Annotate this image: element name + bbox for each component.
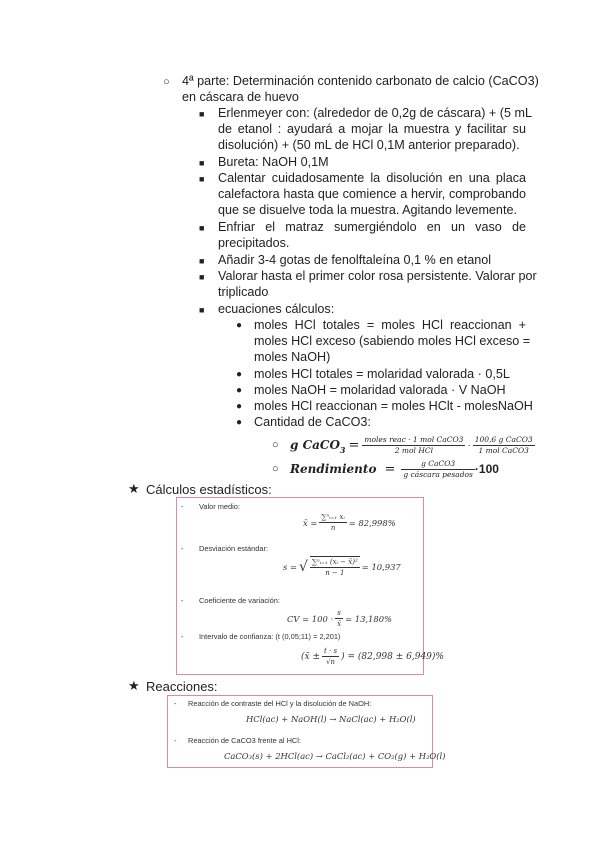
dot-bullet-icon: ● <box>236 320 243 331</box>
fraction-denominator: g cáscara pesados <box>403 469 473 479</box>
list-item-text: precipitados. <box>218 236 290 250</box>
square-bullet-icon: ■ <box>199 272 205 282</box>
box-bullet: - <box>181 544 184 553</box>
reaction1-label: Reacción de contraste del HCl y la disolución de NaOH: <box>188 699 372 708</box>
box-bullet: - <box>174 699 177 708</box>
fraction-denominator: 1 mol CaCO3 <box>478 445 529 455</box>
sqrt-icon: √ <box>298 559 308 575</box>
sd-lhs: s = <box>283 562 297 572</box>
box-bullet: - <box>181 502 184 511</box>
circle-bullet-icon: ○ <box>272 439 279 451</box>
list-item-text: disolución) + (50 mL de HCl 0,1M anterior preparado). <box>218 138 520 152</box>
star-bullet-icon: ★ <box>128 678 140 693</box>
equation-text: moles HCl reaccionan = moles HClt - molesNaOH <box>254 399 533 413</box>
list-item-text: Valorar hasta el primer color rosa persistente. Valorar por <box>218 269 537 283</box>
reaction1-formula: HCl(ac) + NaOH(l) → NaCl(ac) + H₂O(l) <box>246 714 416 724</box>
stats-image-box <box>176 497 444 675</box>
equation-text: moles HCl exceso (sabiendo moles HCl exceso = <box>254 334 531 348</box>
box-bullet: - <box>181 632 184 641</box>
square-bullet-icon: ■ <box>199 158 205 168</box>
sd-result: = 10,937 <box>361 562 401 572</box>
formula-equals: = <box>384 461 396 477</box>
fraction-numerator: s <box>335 608 343 619</box>
cv-result: = 13,180% <box>345 613 393 624</box>
equation-text: moles HCl totales = molaridad valorada · 0,5L <box>254 367 510 381</box>
square-bullet-icon: ■ <box>199 223 205 233</box>
formula-lhs: g CaCO <box>290 438 340 452</box>
fraction-numerator: 100,6 g CaCO3 <box>474 434 533 444</box>
list-item-text: que se disuelve toda la muestra. Agitando levemente. <box>218 203 517 217</box>
fraction-numerator: moles reac · 1 mol CaCO3 <box>364 434 464 444</box>
fraction-numerator: t · s <box>324 647 338 655</box>
cv-label: Coeficiente de variación: <box>199 596 280 605</box>
stats-heading: Cálculos estadísticos: <box>146 482 272 497</box>
ci-fraction <box>322 646 339 667</box>
formula-fraction <box>401 459 475 480</box>
box-bullet: - <box>174 736 177 745</box>
list-item-text: de etanol : ayudará a mojar la muestra y facilitar su <box>218 122 526 136</box>
fraction-numerator: ∑ⁿᵢ₌₁ xᵢ <box>321 513 345 521</box>
list-item-text: Añadir 3-4 gotas de fenolftaleína 0,1 % en etanol <box>218 253 492 267</box>
formula-lhs: Rendimiento <box>290 462 377 476</box>
list-item-text: Calentar cuidadosamente la disolución en una placa <box>218 171 526 185</box>
list-item-text: ecuaciones cálculos: <box>218 302 335 316</box>
list-item-text: calefactora hasta que comience a hervir, comprobando <box>218 187 526 201</box>
ci-result: ) = (82,998 ± 6,949)% <box>341 651 444 662</box>
square-bullet-icon: ■ <box>199 305 205 315</box>
square-bullet-icon: ■ <box>199 256 205 266</box>
section-title-line1: 4ª parte: Determinación contenido carbonato de calcio (CaCO3) <box>182 74 539 88</box>
reactions-heading: Reacciones: <box>146 679 218 694</box>
formula-dot: · <box>467 439 471 451</box>
sd-fraction <box>310 556 360 578</box>
list-item-text: Bureta: NaOH 0,1M <box>218 155 329 169</box>
square-bullet-icon: ■ <box>199 109 205 119</box>
fraction-denominator: x̄ <box>337 620 342 628</box>
fraction-denominator: n − 1 <box>325 569 345 577</box>
equation-text: moles NaOH) <box>254 350 331 364</box>
equation-text: moles HCl totales = moles HCl reaccionan + <box>254 318 526 332</box>
formula-fraction-1 <box>362 435 465 456</box>
circle-bullet-icon: ○ <box>272 463 279 475</box>
cv-fraction <box>335 608 343 629</box>
ci-open: (x̄ ± <box>301 651 320 662</box>
circle-bullet-icon: ○ <box>163 76 170 88</box>
cv-lhs: CV = 100 · <box>287 613 334 624</box>
star-bullet-icon: ★ <box>128 481 140 496</box>
sd-label: Desviación estándar: <box>199 544 269 553</box>
dot-bullet-icon: ● <box>236 369 243 380</box>
fraction-numerator: g CaCO3 <box>401 459 475 470</box>
dot-bullet-icon: ● <box>236 385 243 396</box>
fraction-denominator: √n <box>326 658 336 666</box>
fraction-denominator: n <box>330 524 336 532</box>
dot-bullet-icon: ● <box>236 401 243 412</box>
fraction-denominator: 2 mol HCl <box>394 445 433 455</box>
mean-label: Valor medio: <box>199 502 240 511</box>
list-item-text: Enfriar el matraz sumergiéndolo en un vaso de <box>218 220 526 234</box>
fraction-numerator: ∑ⁿᵢ₌₁ (xᵢ − x̄)² <box>311 558 358 566</box>
equation-text: moles NaOH = molaridad valorada · V NaOH <box>254 383 506 397</box>
ci-label: Intervalo de confianza: (t (0,05;11) = 2,201) <box>199 632 341 641</box>
list-item-text: Erlenmeyer con: (alrededor de 0,2g de cáscara) + (5 mL <box>218 106 532 120</box>
formula-equals: = <box>348 437 360 453</box>
section-title-line2: en cáscara de huevo <box>182 90 299 104</box>
formula-tail: ·100 <box>474 462 499 476</box>
list-item-text: triplicado <box>218 285 269 299</box>
equation-text: Cantidad de CaCO3: <box>254 415 371 429</box>
mean-lhs: x̄ = <box>303 517 318 528</box>
reactions-image-box <box>167 695 446 768</box>
reaction2-formula: CaCO₃(s) + 2HCl(ac) → CaCl₂(ac) + CO₂(g) + H₂O(l) <box>224 751 446 761</box>
mean-fraction <box>319 512 346 533</box>
formula-subscript: 3 <box>339 445 346 455</box>
box-bullet: - <box>181 596 184 605</box>
square-bullet-icon: ■ <box>199 174 205 184</box>
reaction2-label: Reacción de CaCO3 frente al HCl: <box>188 736 301 745</box>
dot-bullet-icon: ● <box>236 417 243 428</box>
mean-result: = 82,998% <box>348 517 396 528</box>
formula-fraction-2 <box>473 435 535 456</box>
